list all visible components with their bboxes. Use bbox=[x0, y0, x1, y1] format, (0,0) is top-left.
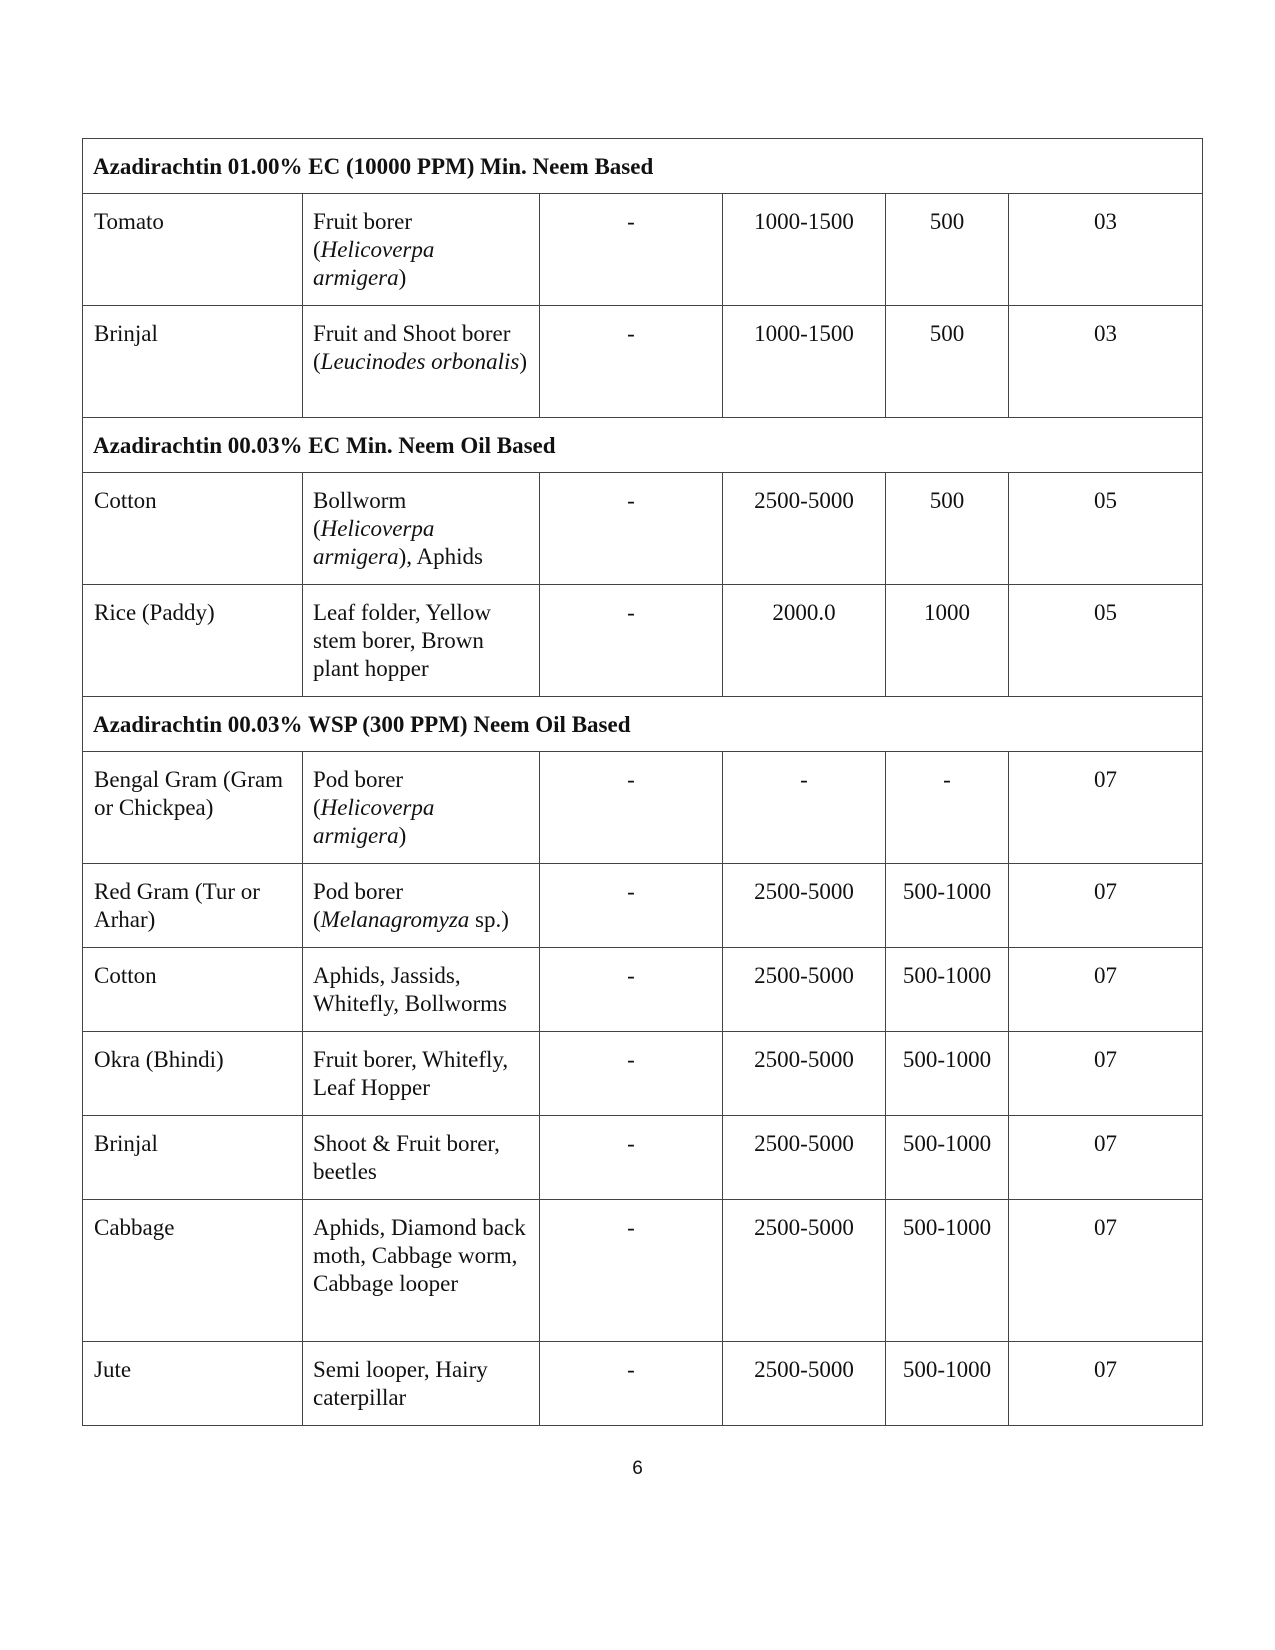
col6-cell: 03 bbox=[1009, 194, 1203, 306]
col5-cell: 500-1000 bbox=[886, 864, 1009, 948]
pest-text: ) bbox=[519, 349, 528, 374]
pest-text: ( bbox=[313, 349, 321, 374]
col4-cell: 1000-1500 bbox=[723, 194, 886, 306]
col3-cell: - bbox=[540, 1116, 723, 1200]
col4-cell: 2500-5000 bbox=[723, 948, 886, 1032]
table-row bbox=[83, 306, 1203, 418]
col5-cell: 500-1000 bbox=[886, 1116, 1009, 1200]
pest-scientific-name: Helicoverpa armigera bbox=[313, 795, 435, 848]
col3-cell: - bbox=[540, 752, 723, 864]
section-title: Azadirachtin 00.03% EC Min. Neem Oil Based bbox=[83, 418, 1203, 473]
col5-cell: 500-1000 bbox=[886, 1342, 1009, 1426]
crop-cell: Cotton bbox=[83, 473, 303, 585]
table-row bbox=[83, 752, 1203, 864]
col5-cell: 500 bbox=[886, 194, 1009, 306]
pest-cell bbox=[303, 1200, 540, 1342]
crop-cell: Brinjal bbox=[83, 306, 303, 418]
table-row bbox=[83, 473, 1203, 585]
crop-cell: Jute bbox=[83, 1342, 303, 1426]
col6-cell: 05 bbox=[1009, 585, 1203, 697]
pest-text: Aphids, Jassids, Whitefly, Bollworms bbox=[313, 963, 507, 1016]
col6-cell: 07 bbox=[1009, 948, 1203, 1032]
pest-text: ( bbox=[313, 907, 321, 932]
table-row bbox=[83, 194, 1203, 306]
pest-text: ( bbox=[313, 237, 321, 262]
col6-cell: 07 bbox=[1009, 1342, 1203, 1426]
col3-cell: - bbox=[540, 1342, 723, 1426]
pest-scientific-name: Helicoverpa armigera bbox=[313, 237, 435, 290]
col5-cell: 500-1000 bbox=[886, 1032, 1009, 1116]
col3-cell: - bbox=[540, 1032, 723, 1116]
col6-cell: 07 bbox=[1009, 864, 1203, 948]
col3-cell: - bbox=[540, 1200, 723, 1342]
section-title: Azadirachtin 00.03% WSP (300 PPM) Neem Oil Based bbox=[83, 697, 1203, 752]
col3-cell: - bbox=[540, 864, 723, 948]
table-row bbox=[83, 864, 1203, 948]
col3-cell: - bbox=[540, 306, 723, 418]
table-row bbox=[83, 1342, 1203, 1426]
col4-cell: 2500-5000 bbox=[723, 473, 886, 585]
pesticide-table bbox=[82, 138, 1203, 1426]
col3-cell: - bbox=[540, 948, 723, 1032]
pest-text: Fruit borer, Whitefly, Leaf Hopper bbox=[313, 1047, 509, 1100]
crop-cell: Brinjal bbox=[83, 1116, 303, 1200]
col4-cell: 2500-5000 bbox=[723, 1116, 886, 1200]
col6-cell: 07 bbox=[1009, 1032, 1203, 1116]
pest-cell bbox=[303, 306, 540, 418]
col5-cell: 1000 bbox=[886, 585, 1009, 697]
pest-cell bbox=[303, 948, 540, 1032]
crop-cell: Bengal Gram (Gram or Chickpea) bbox=[83, 752, 303, 864]
crop-cell: Cotton bbox=[83, 948, 303, 1032]
pest-cell bbox=[303, 585, 540, 697]
pest-scientific-name: Helicoverpa armigera bbox=[313, 516, 435, 569]
pest-text: Bollworm bbox=[313, 488, 407, 513]
col5-cell: 500-1000 bbox=[886, 1200, 1009, 1342]
pest-text: Semi looper, Hairy caterpillar bbox=[313, 1357, 488, 1410]
pest-scientific-name: Leucinodes orbonalis bbox=[320, 349, 520, 374]
col5-cell: 500 bbox=[886, 306, 1009, 418]
col6-cell: 03 bbox=[1009, 306, 1203, 418]
pest-text: Shoot & Fruit borer, beetles bbox=[313, 1131, 500, 1184]
crop-cell: Red Gram (Tur or Arhar) bbox=[83, 864, 303, 948]
section-header-row bbox=[83, 697, 1203, 752]
section-title: Azadirachtin 01.00% EC (10000 PPM) Min. Neem Based bbox=[83, 139, 1203, 194]
col5-cell: 500 bbox=[886, 473, 1009, 585]
pest-cell bbox=[303, 194, 540, 306]
section-header-row bbox=[83, 418, 1203, 473]
col4-cell: 2500-5000 bbox=[723, 864, 886, 948]
pest-scientific-name: Melanagromyza bbox=[320, 907, 470, 932]
crop-cell: Tomato bbox=[83, 194, 303, 306]
pest-text: Pod borer bbox=[313, 767, 404, 792]
table-row bbox=[83, 1200, 1203, 1342]
col4-cell: 1000-1500 bbox=[723, 306, 886, 418]
col4-cell: 2500-5000 bbox=[723, 1032, 886, 1116]
pest-cell bbox=[303, 1032, 540, 1116]
table-row bbox=[83, 948, 1203, 1032]
col5-cell: - bbox=[886, 752, 1009, 864]
col4-cell: 2000.0 bbox=[723, 585, 886, 697]
col5-cell: 500-1000 bbox=[886, 948, 1009, 1032]
crop-cell: Cabbage bbox=[83, 1200, 303, 1342]
pest-text: Fruit and Shoot borer bbox=[313, 321, 511, 346]
pest-cell bbox=[303, 1116, 540, 1200]
pest-text: ( bbox=[313, 516, 321, 541]
col6-cell: 07 bbox=[1009, 752, 1203, 864]
pest-cell bbox=[303, 752, 540, 864]
col6-cell: 07 bbox=[1009, 1116, 1203, 1200]
pest-text: ) bbox=[398, 823, 407, 848]
crop-cell: Rice (Paddy) bbox=[83, 585, 303, 697]
pest-cell bbox=[303, 1342, 540, 1426]
table-row bbox=[83, 585, 1203, 697]
col6-cell: 07 bbox=[1009, 1200, 1203, 1342]
page-number: 6 bbox=[632, 1458, 643, 1479]
pest-cell bbox=[303, 473, 540, 585]
pest-text: ) bbox=[398, 265, 407, 290]
pest-text: Leaf folder, Yellow stem borer, Brown plant hopper bbox=[313, 600, 491, 681]
col4-cell: 2500-5000 bbox=[723, 1342, 886, 1426]
pest-text: ), Aphids bbox=[398, 544, 483, 569]
col6-cell: 05 bbox=[1009, 473, 1203, 585]
pest-text: ( bbox=[313, 795, 321, 820]
table-body bbox=[83, 139, 1203, 1426]
col4-cell: 2500-5000 bbox=[723, 1200, 886, 1342]
pest-text: Pod borer bbox=[313, 879, 404, 904]
pest-text: sp.) bbox=[469, 907, 509, 932]
col4-cell: - bbox=[723, 752, 886, 864]
crop-cell: Okra (Bhindi) bbox=[83, 1032, 303, 1116]
pest-cell bbox=[303, 864, 540, 948]
table-row bbox=[83, 1116, 1203, 1200]
pest-text: Fruit borer bbox=[313, 209, 413, 234]
section-header-row bbox=[83, 139, 1203, 194]
col3-cell: - bbox=[540, 194, 723, 306]
col3-cell: - bbox=[540, 473, 723, 585]
pest-text: Aphids, Diamond back moth, Cabbage worm, Cabbage looper bbox=[313, 1215, 526, 1296]
table-row bbox=[83, 1032, 1203, 1116]
col3-cell: - bbox=[540, 585, 723, 697]
